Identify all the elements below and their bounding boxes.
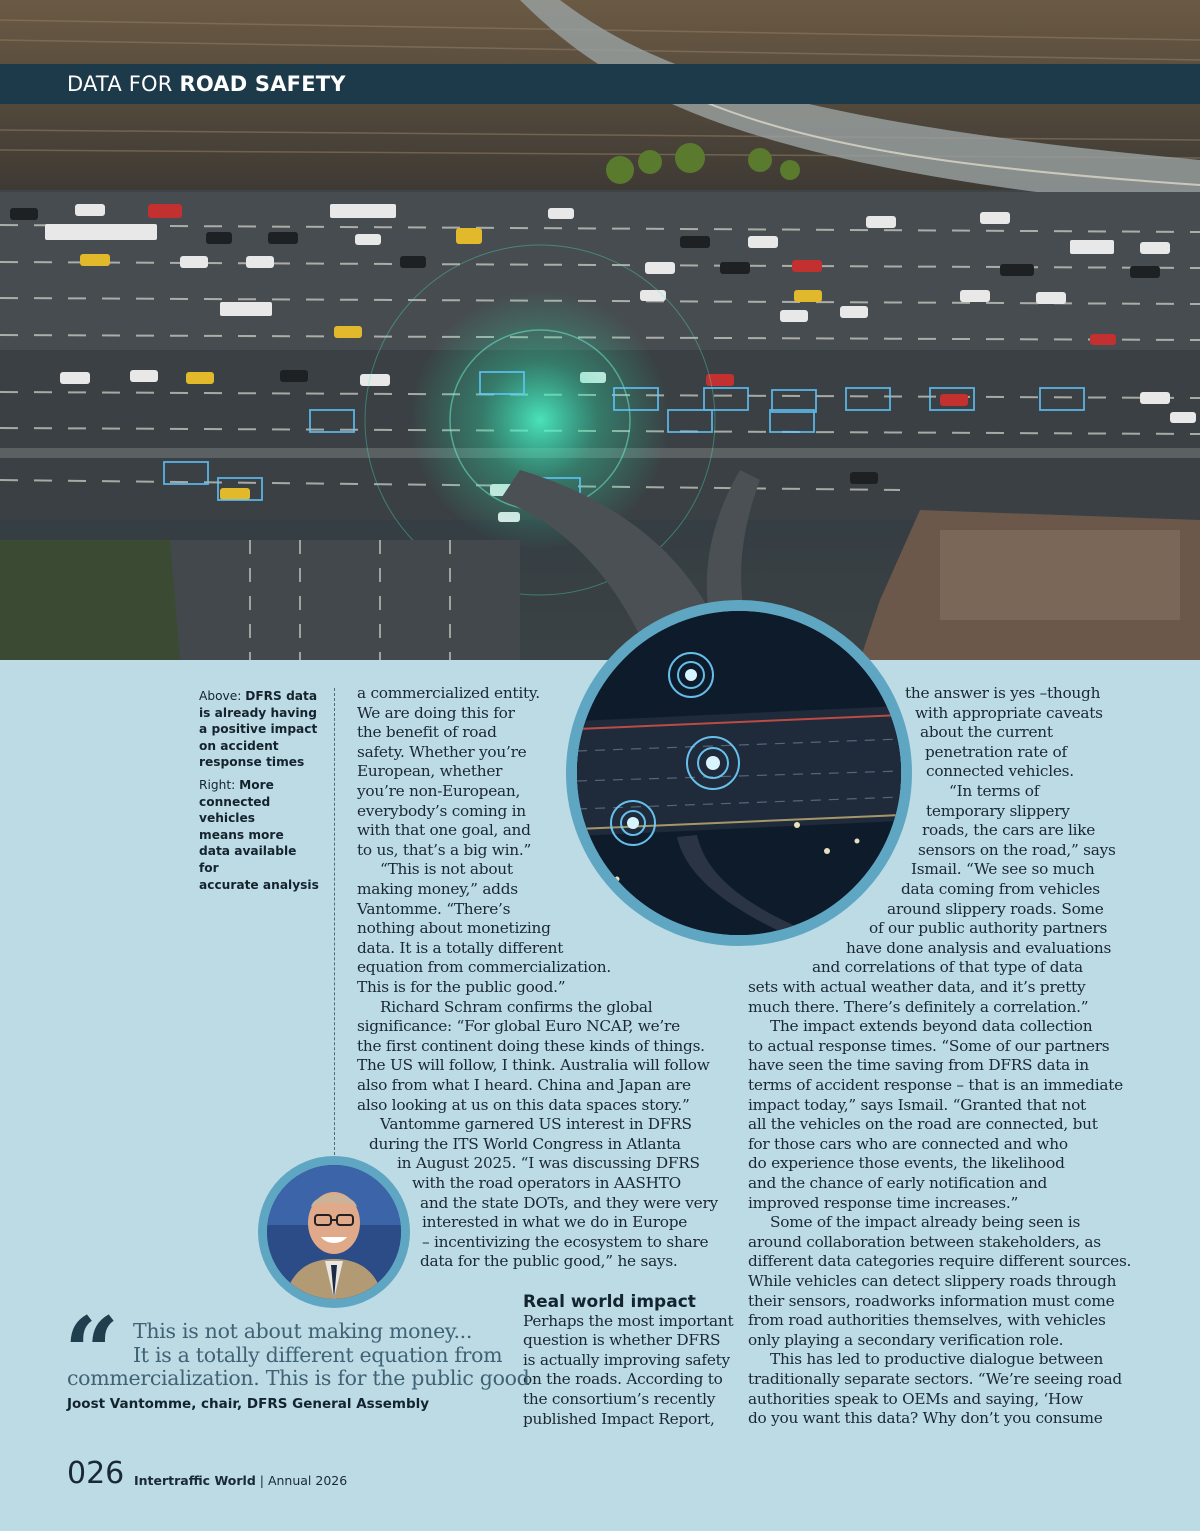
body-text-line: of our public authority partners xyxy=(869,919,1108,937)
photo-caption-right: Right: More connected vehicles means more data available for accurate analysis xyxy=(199,778,319,892)
body-text-line: This is for the public good.” xyxy=(357,978,566,996)
body-text-line: European, whether xyxy=(357,762,503,780)
body-text-line: This has led to productive dialogue between xyxy=(770,1350,1104,1368)
body-text-line: from road authorities themselves, with vehicles xyxy=(748,1311,1106,1329)
body-text-line: question is whether DFRS xyxy=(523,1331,721,1349)
body-text-line: While vehicles can detect slippery roads through xyxy=(748,1272,1117,1290)
body-text-line: We are doing this for xyxy=(357,704,515,722)
body-text-line: with appropriate caveats xyxy=(915,704,1103,722)
body-text-line: data. It is a totally different xyxy=(357,939,564,957)
publication-edition: | Annual 2026 xyxy=(255,1473,348,1488)
body-text-line: Some of the impact already being seen is xyxy=(770,1213,1081,1231)
body-text-line: significance: “For global Euro NCAP, we’re xyxy=(357,1017,680,1035)
body-text-line: Richard Schram confirms the global xyxy=(380,998,653,1016)
body-text-line: making money,” adds xyxy=(357,880,518,898)
body-text-line: nothing about monetizing xyxy=(357,919,551,937)
body-text-line: and the chance of early notification and xyxy=(748,1174,1048,1192)
body-text-line: penetration rate of xyxy=(925,743,1067,761)
body-text-line: data for the public good,” he says. xyxy=(420,1252,678,1270)
body-text-line: Perhaps the most important xyxy=(523,1312,734,1330)
body-text-line: all the vehicles on the road are connected, but xyxy=(748,1115,1098,1133)
body-text-line: the answer is yes –though xyxy=(905,684,1101,702)
body-text-line: temporary slippery xyxy=(926,802,1070,820)
body-text-line: “This is not about xyxy=(380,860,513,878)
body-text-line: different data categories require different sources. xyxy=(748,1252,1132,1270)
body-text-line: impact today,” says Ismail. “Granted that not xyxy=(748,1096,1086,1114)
body-text-line: their sensors, roadworks information must come xyxy=(748,1292,1115,1310)
body-text-line: interested in what we do in Europe xyxy=(422,1213,688,1231)
body-text-line: Ismail. “We see so much xyxy=(911,860,1095,878)
body-text-line: around collaboration between stakeholders, as xyxy=(748,1233,1101,1251)
body-text-line: and the state DOTs, and they were very xyxy=(420,1194,718,1212)
body-text-line: also looking at us on this data spaces story.” xyxy=(357,1096,690,1114)
body-text-line: you’re non-European, xyxy=(357,782,521,800)
night-highway-illustration xyxy=(577,611,901,935)
body-text-line: roads, the cars are like xyxy=(922,821,1096,839)
body-text-line: data coming from vehicles xyxy=(901,880,1100,898)
body-text-line: around slippery roads. Some xyxy=(887,900,1104,918)
body-text-line: on the roads. According to xyxy=(523,1370,723,1388)
body-text-line: do you want this data? Why don’t you consume xyxy=(748,1409,1103,1427)
body-text-line: improved response time increases.” xyxy=(748,1194,1019,1212)
portrait-photo xyxy=(258,1156,410,1308)
body-text-line: the first continent doing these kinds of things. xyxy=(357,1037,705,1055)
body-text-line: also from what I heard. China and Japan are xyxy=(357,1076,691,1094)
body-text-line: – incentivizing the ecosystem to share xyxy=(422,1233,709,1251)
body-text-line: during the ITS World Congress in Atlanta xyxy=(369,1135,681,1153)
body-text-line: only playing a secondary verification role. xyxy=(748,1331,1064,1349)
body-text-line: about the current xyxy=(920,723,1053,741)
page-number: 026 xyxy=(67,1456,125,1491)
section-title: DATA FOR ROAD SAFETY xyxy=(67,72,346,96)
body-text-line: have seen the time saving from DFRS data in xyxy=(748,1056,1089,1074)
body-text-line: have done analysis and evaluations xyxy=(846,939,1112,957)
body-text-line: equation from commercialization. xyxy=(357,958,611,976)
body-text-line: The US will follow, I think. Australia will follow xyxy=(357,1056,710,1074)
body-text-line: and correlations of that type of data xyxy=(812,958,1083,976)
body-text-line: for those cars who are connected and who xyxy=(748,1135,1068,1153)
publication-footer xyxy=(134,1473,347,1488)
publication-name: Intertraffic World xyxy=(134,1473,256,1488)
body-text-line: connected vehicles. xyxy=(926,762,1074,780)
body-text-line: with that one goal, and xyxy=(357,821,531,839)
body-text-line: everybody’s coming in xyxy=(357,802,526,820)
body-text-line: sensors on the road,” says xyxy=(918,841,1116,859)
quote-mark-icon: “ xyxy=(64,1296,120,1409)
body-text-line: terms of accident response – that is an immediate xyxy=(748,1076,1123,1094)
body-text-line: published Impact Report, xyxy=(523,1410,715,1428)
portrait-illustration xyxy=(267,1165,401,1299)
pullquote-line: commercialization. This is for the public good xyxy=(67,1366,530,1390)
body-text-line: The impact extends beyond data collection xyxy=(770,1017,1093,1035)
body-text-line: sets with actual weather data, and it’s pretty xyxy=(748,978,1086,996)
body-text-line: safety. Whether you’re xyxy=(357,743,527,761)
body-text-line: to actual response times. “Some of our partners xyxy=(748,1037,1110,1055)
body-text-line: traditionally separate sectors. “We’re seeing road xyxy=(748,1370,1122,1388)
body-text-line: Vantomme. “There’s xyxy=(357,900,511,918)
body-text-line: do experience those events, the likelihood xyxy=(748,1154,1065,1172)
body-text-line: to us, that’s a big win.” xyxy=(357,841,532,859)
connected-vehicles-circle-image xyxy=(566,600,912,946)
pullquote-line: It is a totally different equation from xyxy=(133,1343,503,1367)
body-text-line: the benefit of road xyxy=(357,723,497,741)
body-text-line: “In terms of xyxy=(949,782,1040,800)
body-text-line: a commercialized entity. xyxy=(357,684,540,702)
pullquote-line: This is not about making money... xyxy=(133,1319,473,1343)
body-text-line: Vantomme garnered US interest in DFRS xyxy=(380,1115,692,1133)
body-text-line: is actually improving safety xyxy=(523,1351,730,1369)
photo-caption-above: Above: DFRS data is already having a positive impact on accident response times xyxy=(199,689,318,770)
body-text-line: in August 2025. “I was discussing DFRS xyxy=(397,1154,700,1172)
body-text-line: the consortium’s recently xyxy=(523,1390,716,1408)
section-subheading: Real world impact xyxy=(523,1292,696,1312)
body-text-line: much there. There’s definitely a correlation.” xyxy=(748,998,1089,1016)
body-text-line: with the road operators in AASHTO xyxy=(412,1174,681,1192)
body-text-line: authorities speak to OEMs and saying, ‘How xyxy=(748,1390,1083,1408)
pullquote-attribution: Joost Vantomme, chair, DFRS General Assembly xyxy=(67,1396,430,1412)
column-divider xyxy=(334,688,335,1160)
